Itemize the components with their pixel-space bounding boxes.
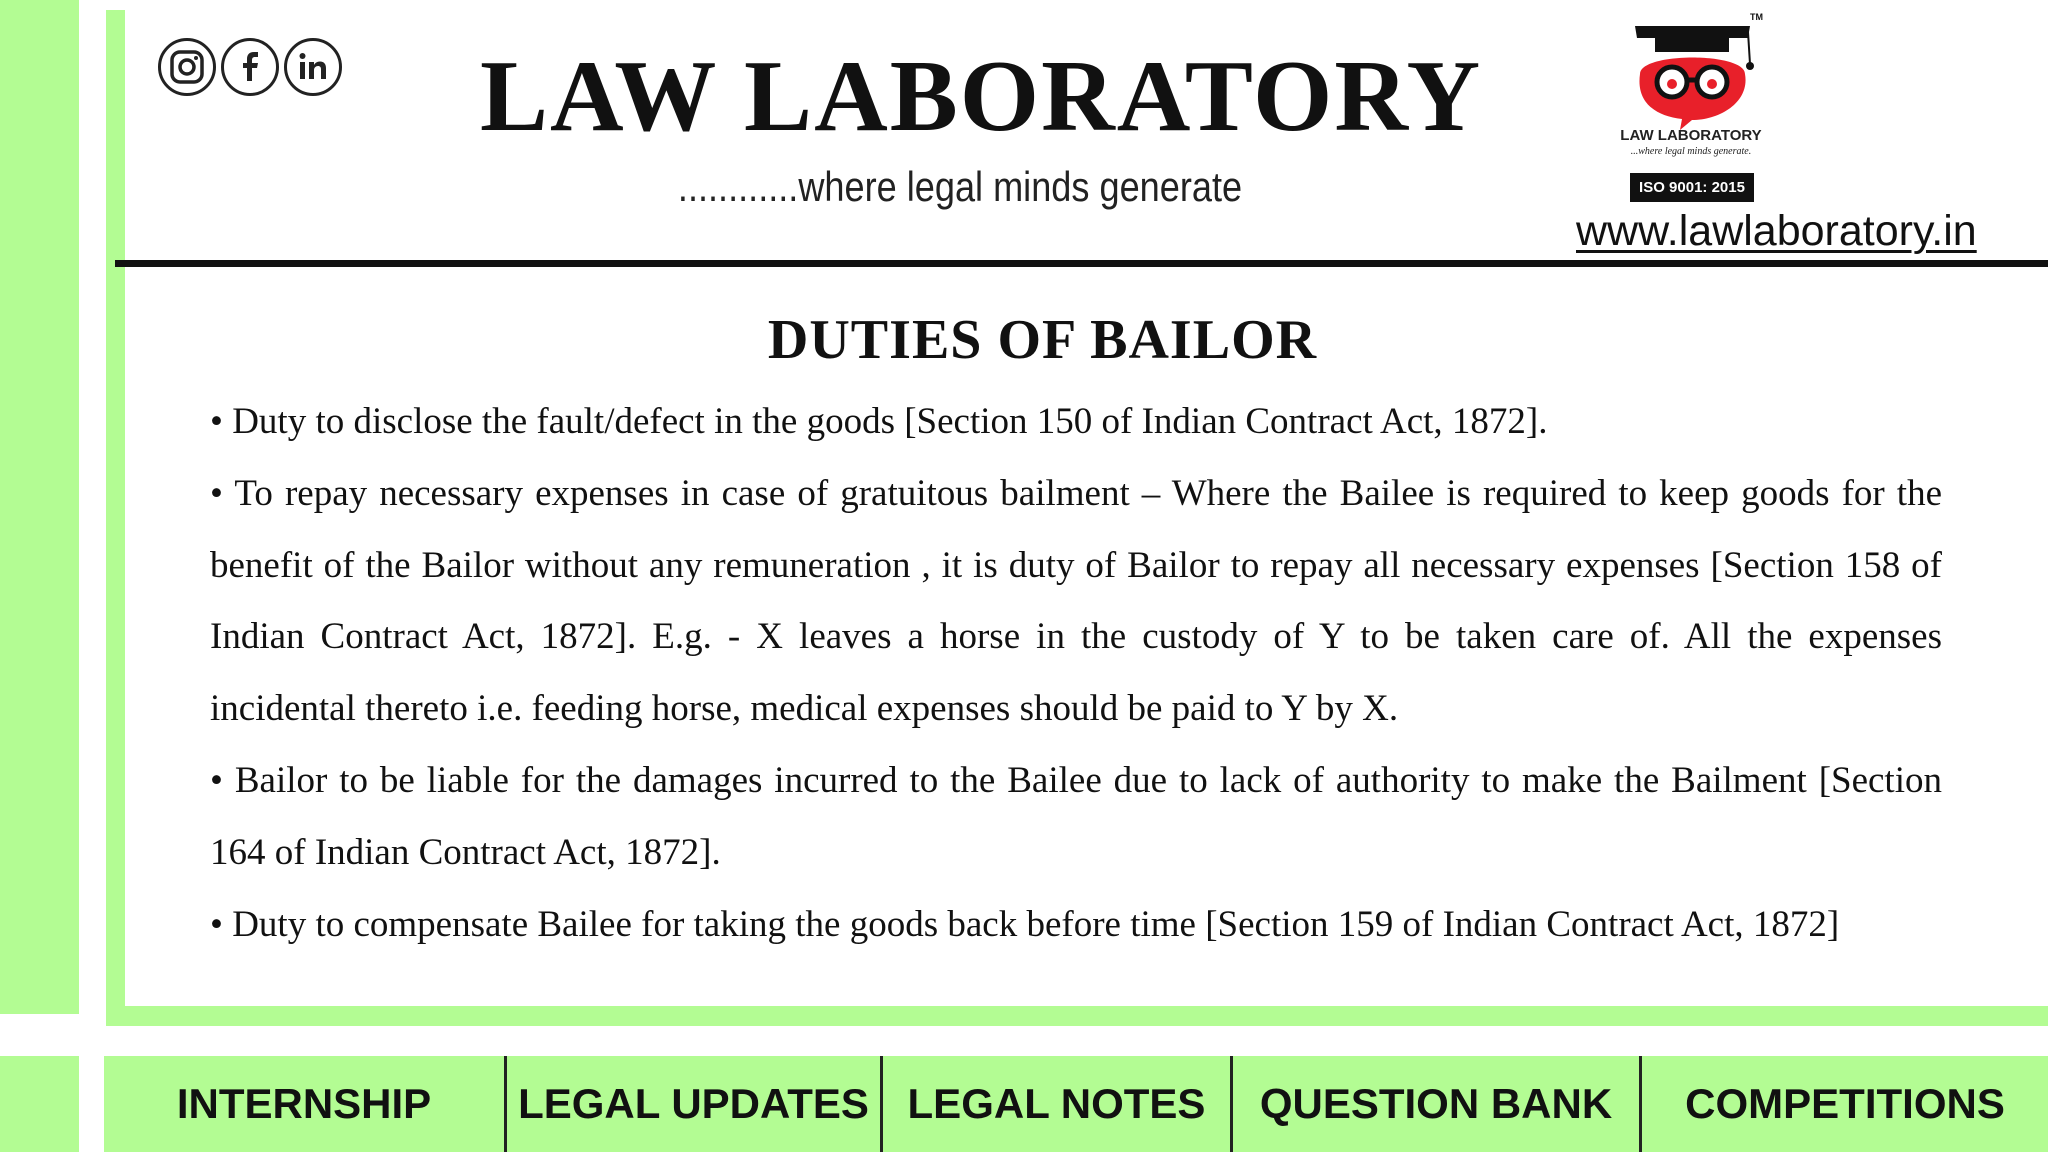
iso-certification-badge: ISO 9001: 2015	[1630, 173, 1754, 202]
brand-tagline: ............where legal minds generate	[677, 163, 1243, 210]
nav-legal-updates[interactable]: LEGAL UPDATES	[504, 1056, 880, 1152]
point-3: • Bailor to be liable for the damages incurred to the Bailee due to lack of authority to make the Bailment [Section 164 of Indian Contract Act, 1872].	[210, 759, 1942, 873]
nav-internship[interactable]: INTERNSHIP	[176, 1080, 432, 1127]
document-title: DUTIES OF BAILOR	[767, 309, 1318, 371]
frame-bottom-strip	[106, 1006, 2048, 1026]
trademark-mark: TM	[1750, 12, 1763, 22]
linkedin-icon[interactable]	[284, 38, 342, 96]
point-4: • Duty to compensate Bailee for taking the goods back before time [Section 159 of Indian Contract Act, 1872]	[210, 903, 1840, 945]
point-2: • To repay necessary expenses in case of gratuitous bailment – Where the Bailee is required to keep goods for the benefit of the Bailor without any remuneration , it is duty of Bailor to repay all necessary expenses [Section 158 of Indian Contract Act, 1872]. E.g. - X leaves a horse in the custody of Y to be taken care of. All the expenses incidental thereto i.e. feeding horse, medical expenses should be paid to Y by X.	[210, 472, 1942, 730]
logo-tagline: ...where legal minds generate.	[1630, 146, 1752, 157]
document-body	[210, 386, 1942, 960]
frame-footer-left	[0, 1056, 79, 1152]
brand-title: LAW LABORATORY	[480, 40, 1483, 153]
nav-question-bank[interactable]: QUESTION BANK	[1230, 1056, 1639, 1152]
facebook-icon[interactable]	[221, 38, 279, 96]
frame-left-strip	[0, 0, 79, 1014]
nav-legal-notes[interactable]: LEGAL NOTES	[880, 1056, 1230, 1152]
instagram-icon[interactable]	[158, 38, 216, 96]
header-divider	[115, 260, 2048, 267]
social-links	[158, 38, 342, 96]
point-1: • Duty to disclose the fault/defect in the goods [Section 150 of Indian Contract Act, 1872].	[210, 401, 1548, 442]
logo-name: LAW LABORATORY	[1620, 127, 1762, 144]
footer-nav	[104, 1056, 2048, 1152]
frame-inner-strip	[106, 10, 125, 1022]
website-link[interactable]: www.lawlaboratory.in	[1576, 207, 1977, 255]
nav-competitions[interactable]: COMPETITIONS	[1639, 1056, 2048, 1152]
